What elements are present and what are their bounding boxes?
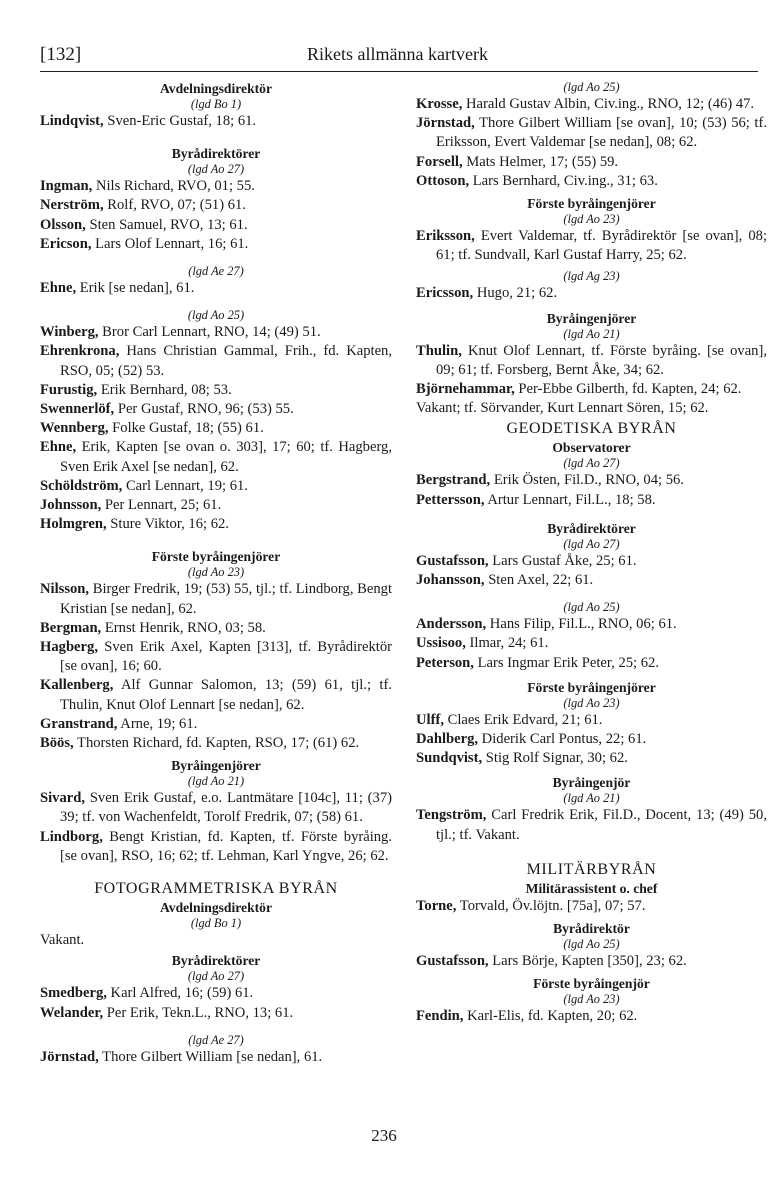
rank-heading: Byråingenjörer [171,758,261,774]
entry-details: Sven Erik Axel, Kapten [313], tf. Byrådirektör [se ovan], 16; 60. [60,639,392,675]
entry-details: Sture Viktor, 16; 62. [106,516,229,533]
register-entry [40,619,392,638]
salary-grade: (lgd Ao 27) [563,456,620,471]
salary-grade: (lgd Ag 23) [563,269,620,284]
entry-surname: Torne, [416,897,457,914]
salary-grade: (lgd Ao 23) [563,992,620,1007]
entry-surname: Peterson, [416,654,474,671]
salary-grade: (lgd Ao 23) [187,565,245,580]
register-entry [40,496,392,515]
register-entry [40,828,392,866]
salary-grade: (lgd Ao 21) [563,791,620,806]
entry-details: Harald Gustav Albin, Civ.ing., RNO, 12; (46) 47. [462,96,755,112]
salary-grade: (lgd Ao 25) [563,937,620,952]
entry-surname: Swennerlöf, [40,401,115,418]
entry-surname: Ulff, [416,711,444,728]
entry-surname: Eriksson, [416,228,475,245]
spacer [40,534,392,548]
entry-surname: Granstrand, [40,715,118,732]
entry-details: Bengt Kristian, fd. Kapten, tf. Förste byråing. [se ovan], RSO, 16; 62; tf. Lehman, Karl Yngve, 26; 62. [60,828,392,864]
register-entry [40,419,392,438]
register-entry [40,216,392,235]
rank-heading: Byrådirektörer [547,520,636,536]
entry-surname: Bergstrand, [416,472,491,489]
rank-heading: Förste byråingenjör [533,976,650,992]
entry-details: Sven-Eric Gustaf, 18; 61. [103,113,257,129]
entry-details: Nils Richard, RVO, 01; 55. [92,178,255,195]
entry-details: Lars Gustaf Åke, 25; 61. [488,552,637,569]
entry-details: Ilmar, 24; 61. [465,635,549,652]
entry-details: Ernst Henrik, RNO, 03; 58. [101,619,266,636]
register-entry [40,734,392,753]
rank-heading: Avdelningsdirektör [159,81,273,96]
entry-details: Thore Gilbert William [se nedan], 61. [98,1048,323,1065]
register-entry [40,515,392,534]
entry-details: Erik, Kapten [se ovan o. 303], 17; 60; tf. Hagberg, Sven Erik Axel [se nedan], 62. [60,439,392,475]
page-header [40,44,758,70]
entry-surname: Jörnstad, [40,1048,99,1065]
salary-grade: (lgd Ao 21) [563,326,620,341]
register-entry [40,177,392,196]
folio-number: 236 [371,1126,397,1145]
register-entry [40,715,392,734]
entry-surname: Bergman, [40,619,102,636]
register-entry [416,491,767,510]
entry-details: Per Gustaf, RNO, 96; (53) 55. [114,401,294,418]
header-rule [40,71,758,72]
entry-details: Erik Östen, Fil.D., RNO, 04; 56. [490,472,684,489]
register-entry [416,730,767,749]
entry-surname: Ehrenkrona, [40,343,120,360]
rank-heading: Byrådirektörer [171,146,261,162]
entry-details: Alf Gunnar Salomon, 13; (59) 61, tjl.; tf. Thulin, Knut Olof Lennart [se nedan], 62. [60,677,392,713]
salary-grade: (lgd Ao 25) [187,308,245,323]
entry-surname: Ussisoo, [416,635,466,652]
spacer [40,254,392,264]
salary-grade: (lgd Ao 27) [187,969,245,984]
entry-surname: Hagberg, [40,639,98,656]
entry-surname: Furustig, [40,381,98,398]
spacer [416,510,767,520]
register-entry [416,552,767,571]
rank-heading: Förste byråingenjörer [151,549,281,565]
entry-details: Rolf, RVO, 07; (51) 61. [103,197,246,214]
entry-surname: Dahlberg, [416,731,479,748]
register-entry [40,279,392,298]
salary-grade: (lgd Ao 27) [563,536,620,551]
entry-surname: Ericsson, [416,285,474,302]
register-entry [40,196,392,215]
entry-surname: Forsell, [416,153,463,170]
spacer [416,590,767,600]
entry-details: Per Lennart, 25; 61. [101,497,222,514]
entry-surname: Holmgren, [40,516,107,533]
entry-surname: Wennberg, [40,420,109,437]
register-entry [416,806,767,844]
section-title: MILITÄRBYRÅN [526,860,657,878]
left-column [40,80,392,1067]
register-entry [40,1004,392,1023]
entry-details: Vakant. [40,932,85,949]
register-entry [416,897,767,916]
entry-surname: Ottoson, [416,172,470,189]
register-entry [416,227,767,265]
register-entry [416,615,767,634]
entry-details: Torvald, Öv.löjtn. [75a], 07; 57. [456,897,646,914]
salary-grade: (lgd Ao 21) [187,774,245,789]
entry-details: Arne, 19; 61. [117,715,198,732]
entry-details: Claes Erik Edvard, 21; 61. [443,711,603,728]
salary-grade: (lgd Bo 1) [190,97,242,111]
register-entry [40,477,392,496]
entry-surname: Nerström, [40,197,104,214]
register-entry [40,400,392,419]
entry-surname: Gustafsson, [416,953,489,970]
entry-details: Birger Fredrik, 19; (53) 55, tjl.; tf. Lindborg, Bengt Kristian [se nedan], 62. [60,581,392,617]
entry-details: Hugo, 21; 62. [473,285,558,302]
entry-details: Knut Olof Lennart, tf. Förste byråing. [se ovan], 09; 61; tf. Forsberg, Bernt Åke, 34; 62. [436,342,767,378]
entry-surname: Fendin, [416,1008,464,1025]
entry-details: Lars Olof Lennart, 16; 61. [91,235,249,252]
entry-details: Erik Bernhard, 08; 53. [97,381,232,398]
entry-details: Lars Börje, Kapten [350], 23; 62. [488,953,687,970]
register-entry [40,323,392,342]
rank-heading: Avdelningsdirektör [159,900,273,916]
entry-details: Thorsten Richard, fd. Kapten, RSO, 17; (61) 62. [73,735,360,752]
entry-surname: Smedberg, [40,985,107,1002]
entry-surname: Gustafsson, [416,552,489,569]
entry-details: Artur Lennart, Fil.L., 18; 58. [484,491,656,508]
register-entry [40,235,392,254]
register-entry [40,789,392,827]
spacer [40,866,392,878]
salary-grade: (lgd Ao 25) [563,80,620,94]
entry-surname: Ehne, [40,439,77,456]
salary-grade: (lgd Ao 25) [563,600,620,615]
page-number: [132] [40,44,82,65]
entry-surname: Ericson, [40,235,92,252]
salary-grade: (lgd Ao 23) [563,695,620,710]
register-entry [416,172,767,191]
salary-grade: (lgd Bo 1) [190,916,242,931]
register-entry [416,380,767,399]
right-column [416,80,767,1026]
register-entry [416,1007,767,1026]
salary-grade: (lgd Ae 27) [188,264,244,279]
register-entry [40,1048,392,1067]
entry-details: Per-Ebbe Gilberth, fd. Kapten, 24; 62. [514,381,742,398]
entry-surname: Böös, [40,735,74,752]
entry-details: Stig Rolf Signar, 30; 62. [482,750,628,767]
entry-surname: Ehne, [40,280,77,297]
entry-details: Mats Helmer, 17; (55) 59. [462,153,619,170]
entry-details: Erik [se nedan], 61. [76,280,195,297]
entry-details: Karl-Elis, fd. Kapten, 20; 62. [463,1008,638,1025]
register-entry [40,638,392,676]
register-entry [416,634,767,653]
entry-details: Carl Lennart, 19; 61. [122,477,248,494]
entry-surname: Ingman, [40,178,93,195]
entry-surname: Nilsson, [40,581,90,598]
register-entry [416,284,767,303]
entry-surname: Jörnstad, [416,115,475,132]
spacer [416,845,767,859]
entry-details: Lars Ingmar Erik Peter, 25; 62. [473,654,659,671]
entry-surname: Tengström, [416,807,487,824]
entry-surname: Johnsson, [40,497,102,514]
entry-details: Hans Filip, Fil.L., RNO, 06; 61. [486,616,677,633]
entry-details: Diderik Carl Pontus, 22; 61. [478,731,647,748]
rank-heading: Förste byråingenjörer [527,679,656,695]
entry-surname: Winberg, [40,324,99,341]
register-entry [416,342,767,380]
section-title: GEODETISKA BYRÅN [506,420,677,438]
running-title: Rikets allmänna kartverk [307,44,488,64]
register-entry [40,112,392,131]
entry-details: Sven Erik Gustaf, e.o. Lantmätare [104c], 11; (37) 39; tf. von Wachenfeldt, Torolf Fredrik, 07; (58) 61. [60,790,392,826]
rank-heading: Byrådirektör [553,921,630,937]
register-entry [416,952,767,971]
register-entry [40,676,392,714]
register-entry [416,571,767,590]
rank-heading: Militärassistent o. chef [525,880,658,896]
section-title: FOTOGRAMMETRISKA BYRÅN [94,880,338,898]
entry-surname: Andersson, [416,616,487,633]
salary-grade: (lgd Ao 23) [563,212,620,227]
register-entry [416,711,767,730]
rank-heading: Observatorer [552,440,631,456]
entry-details: Bror Carl Lennart, RNO, 14; (49) 51. [98,324,321,341]
register-entry [416,114,767,152]
entry-details: Per Erik, Tekn.L., RNO, 13; 61. [103,1004,294,1021]
register-entry [40,580,392,618]
entry-details: Lars Bernhard, Civ.ing., 31; 63. [469,172,658,189]
register-entry [416,471,767,490]
entry-surname: Lindqvist, [40,113,104,129]
entry-surname: Sundqvist, [416,750,483,767]
register-entry [416,654,767,673]
register-entry [416,399,767,418]
register-entry [416,153,767,172]
salary-grade: (lgd Ao 27) [187,162,245,177]
entry-surname: Björnehammar, [416,381,515,398]
entry-details: Carl Fredrik Erik, Fil.D., Docent, 13; (49) 50, tjl.; tf. Vakant. [436,807,767,843]
salary-grade: (lgd Ae 27) [188,1032,244,1047]
entry-details: Sten Samuel, RVO, 13; 61. [85,216,248,233]
register-entry [40,438,392,476]
register-entry [40,381,392,400]
register-entry [40,931,392,950]
entry-surname: Lindborg, [40,828,103,845]
register-entry [416,95,767,114]
entry-surname: Kallenberg, [40,677,114,694]
spacer [40,298,392,308]
rank-heading: Byrådirektörer [171,953,261,969]
rank-heading: Förste byråingenjörer [527,196,656,212]
entry-details: Thore Gilbert William [se ovan], 10; (53) 56; tf. Eriksson, Evert Valdemar [se nedan], 08; 62. [436,115,767,151]
entry-surname: Welander, [40,1004,104,1021]
rank-heading: Byråingenjörer [546,310,637,326]
entry-surname: Krosse, [416,96,463,112]
register-entry [40,342,392,380]
register-entry [40,984,392,1003]
spacer [40,131,392,145]
entry-details: Evert Valdemar, tf. Byrådirektör [se ovan], 08; 61; tf. Sundvall, Karl Gustaf Harry, 25; 62. [436,228,767,264]
entry-details: Sten Axel, 22; 61. [484,572,594,589]
entry-surname: Johansson, [416,572,485,589]
rank-heading: Byråingenjör [552,775,631,791]
entry-details: Hans Christian Gammal, Frih., fd. Kapten, RSO, 05; (52) 53. [60,343,392,379]
entry-surname: Olsson, [40,216,86,233]
entry-surname: Sivard, [40,790,86,807]
spacer [40,1023,392,1033]
entry-surname: Pettersson, [416,491,485,508]
entry-surname: Schöldström, [40,477,123,494]
register-entry [416,749,767,768]
entry-details: Folke Gustaf, 18; (55) 61. [108,420,264,437]
entry-details: Karl Alfred, 16; (59) 61. [106,985,254,1002]
entry-details: Vakant; tf. Sörvander, Kurt Lennart Sören, 15; 62. [416,400,709,417]
entry-surname: Thulin, [416,342,462,359]
